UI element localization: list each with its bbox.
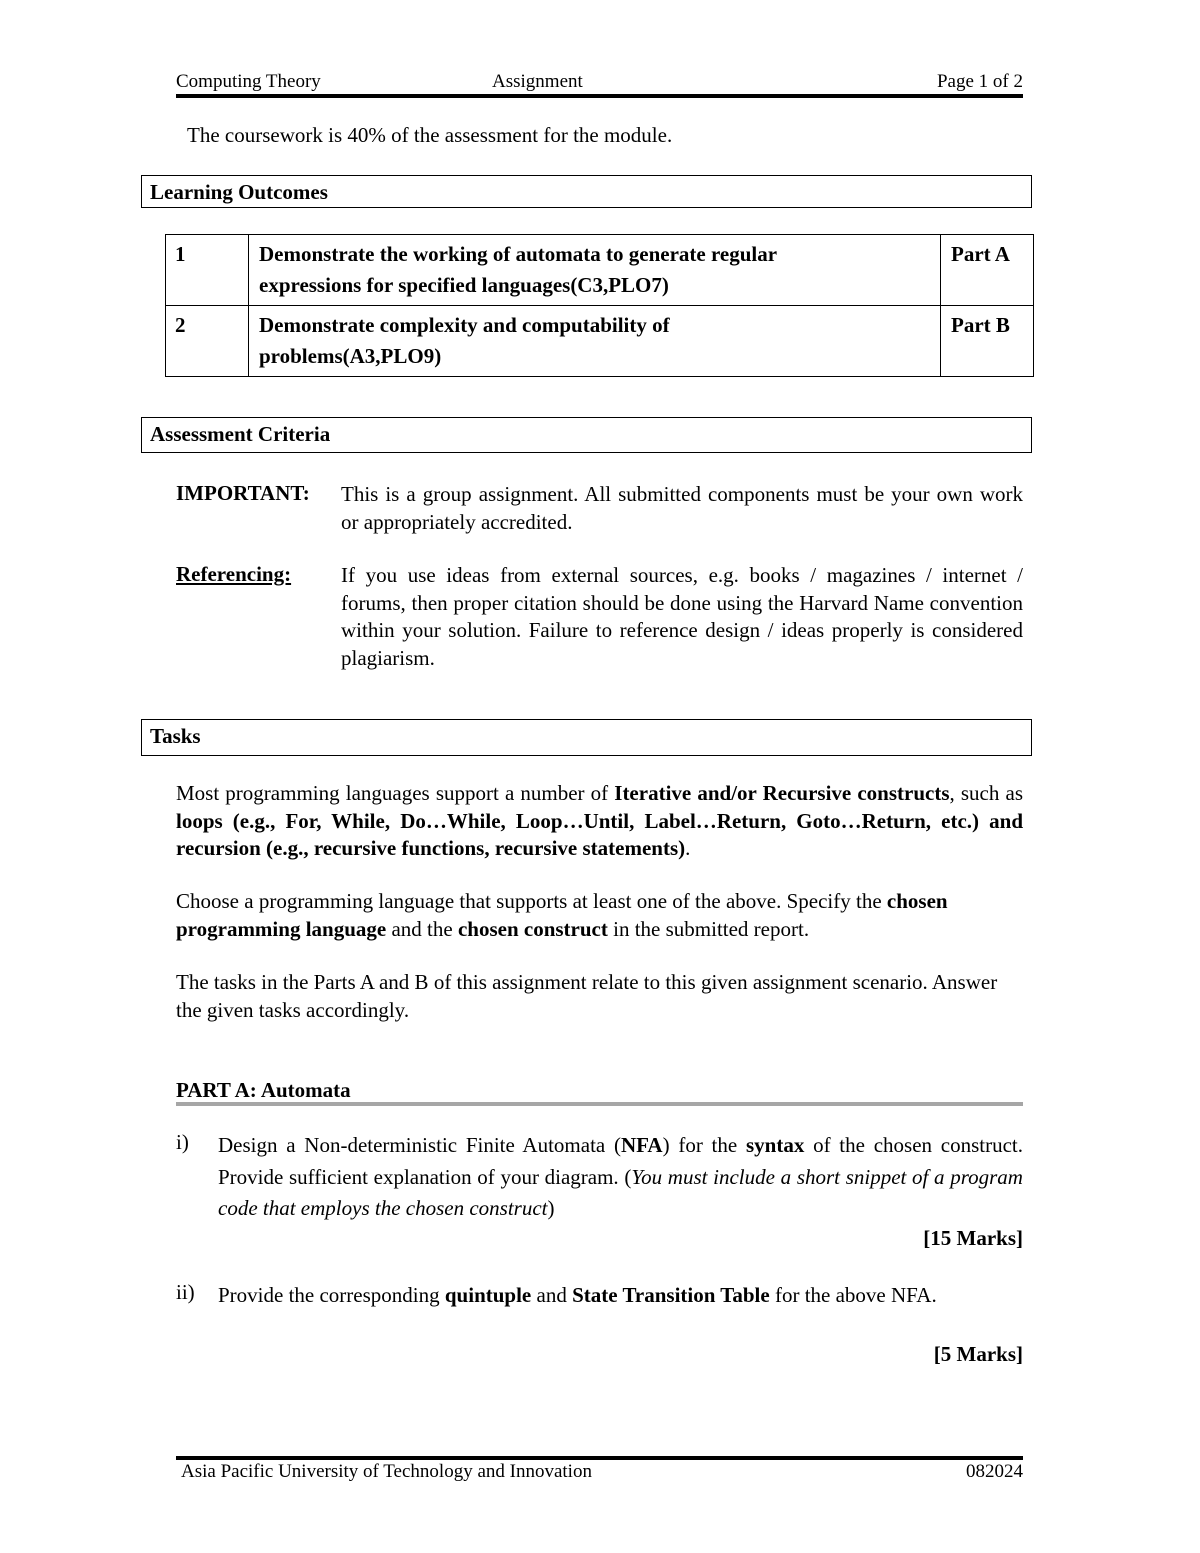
assessment-criteria-heading: Assessment Criteria — [141, 417, 1032, 453]
learning-outcomes-table — [165, 234, 1034, 377]
important-label: IMPORTANT: — [176, 481, 310, 505]
text-run: for the above NFA. — [769, 1283, 937, 1307]
part-a-rule — [176, 1102, 1023, 1106]
question-marks: [15 Marks] — [923, 1226, 1023, 1250]
text-run: Choose a programming language that supports at least one of the above. Specify the — [176, 889, 887, 913]
question-marks: [5 Marks] — [933, 1342, 1023, 1366]
table-row — [166, 235, 1034, 306]
text-run: and the — [386, 916, 458, 941]
tasks-heading: Tasks — [141, 719, 1032, 756]
bold-run: chosen programming language — [176, 889, 948, 941]
question-text — [218, 1130, 1023, 1225]
bold-run: State Transition Table — [572, 1283, 770, 1307]
outcome-description-line: Demonstrate complexity and computability of — [259, 313, 670, 337]
footer-code: 082024 — [966, 1461, 1023, 1482]
header-page-number: Page 1 of 2 — [936, 71, 1023, 92]
text-run: ) — [547, 1196, 555, 1220]
footer-institution: Asia Pacific University of Technology and Innovation — [181, 1461, 592, 1482]
outcome-description — [249, 306, 941, 377]
question-number: ii) — [176, 1280, 195, 1304]
header-course: Computing Theory — [176, 71, 321, 92]
tasks-paragraph-scenario: The tasks in the Parts A and B of this assignment relate to this given assignment scenario. Answer the given tasks accordingly. — [176, 970, 998, 1022]
bold-run: quintuple — [444, 1283, 532, 1307]
bold-run: syntax — [745, 1133, 805, 1157]
text-run: ) for the — [662, 1133, 746, 1157]
outcome-description-line: problems(A3,PLO9) — [259, 344, 442, 368]
question-number: i) — [176, 1130, 189, 1154]
text-run: Design a Non-deterministic Finite Automata ( — [218, 1133, 621, 1157]
header-doc-type: Assignment — [492, 71, 583, 92]
bold-run: NFA — [620, 1133, 663, 1157]
referencing-text: If you use ideas from external sources, e.g. books / magazines / internet / forums, then proper citation should be done using the Harvard Name convention within your solution. Failure to reference design / ideas properly is considered plagiarism. — [341, 563, 1023, 670]
text-run: Provide the corresponding — [218, 1283, 445, 1307]
text-run: of the chosen construct. Provide sufficient explanation of your diagram. ( — [218, 1133, 1023, 1189]
table-row — [166, 306, 1034, 377]
referencing-label: Referencing: — [176, 562, 292, 586]
outcome-description — [249, 235, 941, 306]
outcome-number: 2 — [166, 306, 249, 377]
bold-run: loops (e.g., For, While, Do…While, Loop…Until, Label…Return, Goto…Return, etc.) and recursion (e.g., recursive functions, recursive statements) — [176, 808, 1023, 860]
bold-run: Iterative and/or Recursive constructs — [614, 781, 950, 805]
outcome-number: 1 — [166, 235, 249, 306]
outcome-description-line: Demonstrate the working of automata to generate regular — [259, 242, 778, 266]
question-text — [218, 1280, 1023, 1312]
header-rule — [176, 94, 1023, 98]
text-run: . — [685, 836, 691, 860]
outcome-part: Part A — [941, 235, 1034, 306]
footer-rule — [176, 1456, 1023, 1460]
outcome-part: Part B — [941, 306, 1034, 377]
part-a-title: PART A: Automata — [176, 1078, 351, 1102]
bold-run: chosen construct — [457, 916, 608, 941]
text-run: in the submitted report. — [607, 916, 810, 941]
italic-run: You must include a short snippet of a program code that employs the chosen construct — [218, 1164, 1023, 1220]
intro-text: The coursework is 40% of the assessment for the module. — [187, 123, 673, 147]
text-run: and — [531, 1283, 573, 1307]
text-run: Most programming languages support a number of — [176, 781, 615, 805]
tasks-paragraph-constructs — [176, 780, 1023, 863]
learning-outcomes-heading: Learning Outcomes — [141, 175, 1032, 208]
important-text: This is a group assignment. All submitted components must be your own work or appropriately accredited. — [341, 482, 1023, 534]
outcome-description-line: expressions for specified languages(C3,PLO7) — [259, 273, 669, 297]
text-run: , such as — [949, 781, 1023, 805]
tasks-paragraph-choose-language — [176, 888, 1023, 943]
